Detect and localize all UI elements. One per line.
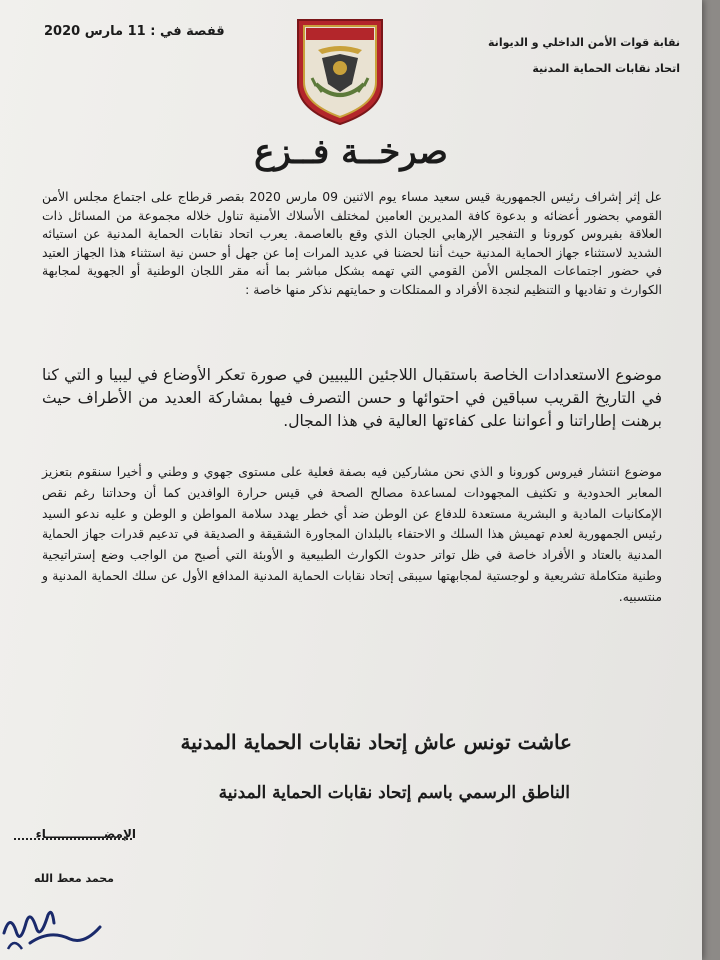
organization-header xyxy=(440,30,680,82)
handwritten-signature-icon xyxy=(0,893,110,955)
document-title: صرخــة فــزع xyxy=(254,132,448,172)
body-paragraph-3: موضوع انتشار فيروس كورونا و الذي نحن مشاركين فيه بصفة فعلية على مستوى جهوي و وطني و أخيرا سنقوم بتعزيز المعابر الحدودية و تكثيف المجهودات لمساعدة مصالح الصحة في قيس حرارة الوافدين كما أن وحداتنا رغم نقص الإمكانيات المادية و البشرية مستعدة للدفاع عن الوطن ضد أي خطر يهدد سلامة المواطن و الوطن و عليه ندعو السيد رئيس الجمهورية لعدم تهميش هذا السلك و الاحتفاء بالبلدان المجاورة الشقيقة و الصديقة في تدعيم قدرات جهاز الحماية المدنية بالعتاد و الأفراد خاصة في ظل تواتر حدوث الكوارث الطبيعية و الأوبئة التي أصبح من الواجب وضع إستراتيجية وطنية متكاملة تشريعية و لوجستية لمجابهتها سيبقى إتحاد نقابات الحماية المدنية المدافع الأول عن سلك الحماية المدنية و منتسبيه. xyxy=(42,464,662,604)
closing-slogan: عاشت تونس عاش إتحاد نقابات الحماية المدنية xyxy=(180,730,572,754)
signatory-name: محمد معط الله xyxy=(34,872,114,885)
body-paragraph-2: موضوع الاستعدادات الخاصة باستقبال اللاجئين الليبيين في صورة تعكر الأوضاع في ليبيا و التي كنا في التاريخ القريب سباقين في احتوائها و حسن التصرف فيها بمشاركة العديد من الأطراف حيث برهنت إطاراتنا و أعواننا على كفاءتها العالية في هذا المجال. xyxy=(42,366,662,430)
document-date: قفصة في : 11 مارس 2020 xyxy=(44,24,225,39)
signature-label: الإمضــــــــــــــاء xyxy=(35,827,136,841)
organization-line-1: نقابة قوات الأمن الداخلي و الديوانة xyxy=(488,36,680,49)
spokesperson-line: الناطق الرسمي باسم إتحاد نقابات الحماية المدنية xyxy=(218,783,570,803)
organization-line-2: اتحاد نقابات الحماية المدنية xyxy=(532,62,680,75)
emblem-icon xyxy=(292,14,388,126)
signature-dotted-line xyxy=(14,838,132,840)
body-paragraph-1: عل إثر إشراف رئيس الجمهورية قيس سعيد مساء يوم الاثنين 09 مارس 2020 بقصر قرطاج على اجتماع مجلس الأمن القومي بحضور أعضائه و بدعوة كافة المديرين العامين لمختلف الأسلاك الأمنية تناول خلاله مجموعة من المسائل ذات العلاقة بفيروس كورونا و التفجير الإرهابي الجبان الذي وقع بالعاصمة. يعرب اتحاد نقابات الحماية المدنية عن استيائه الشديد لاستثناء جهاز الحماية المدنية حيث أننا لحضنا في عديد المرات إما عن جهل أو حسن نية استثناء هذا الجهاز العتيد في حضور اجتماعات المجلس الأمن القومي التي تهمه بشكل مباشر بما أنه مقر اللجان الوطنية أو الجهوية لمجابهة الكوارث و تفاديها و التنظيم لنجدة الأفراد و الممتلكات و حمايتهم نذكر منها خاصة : xyxy=(42,189,662,297)
